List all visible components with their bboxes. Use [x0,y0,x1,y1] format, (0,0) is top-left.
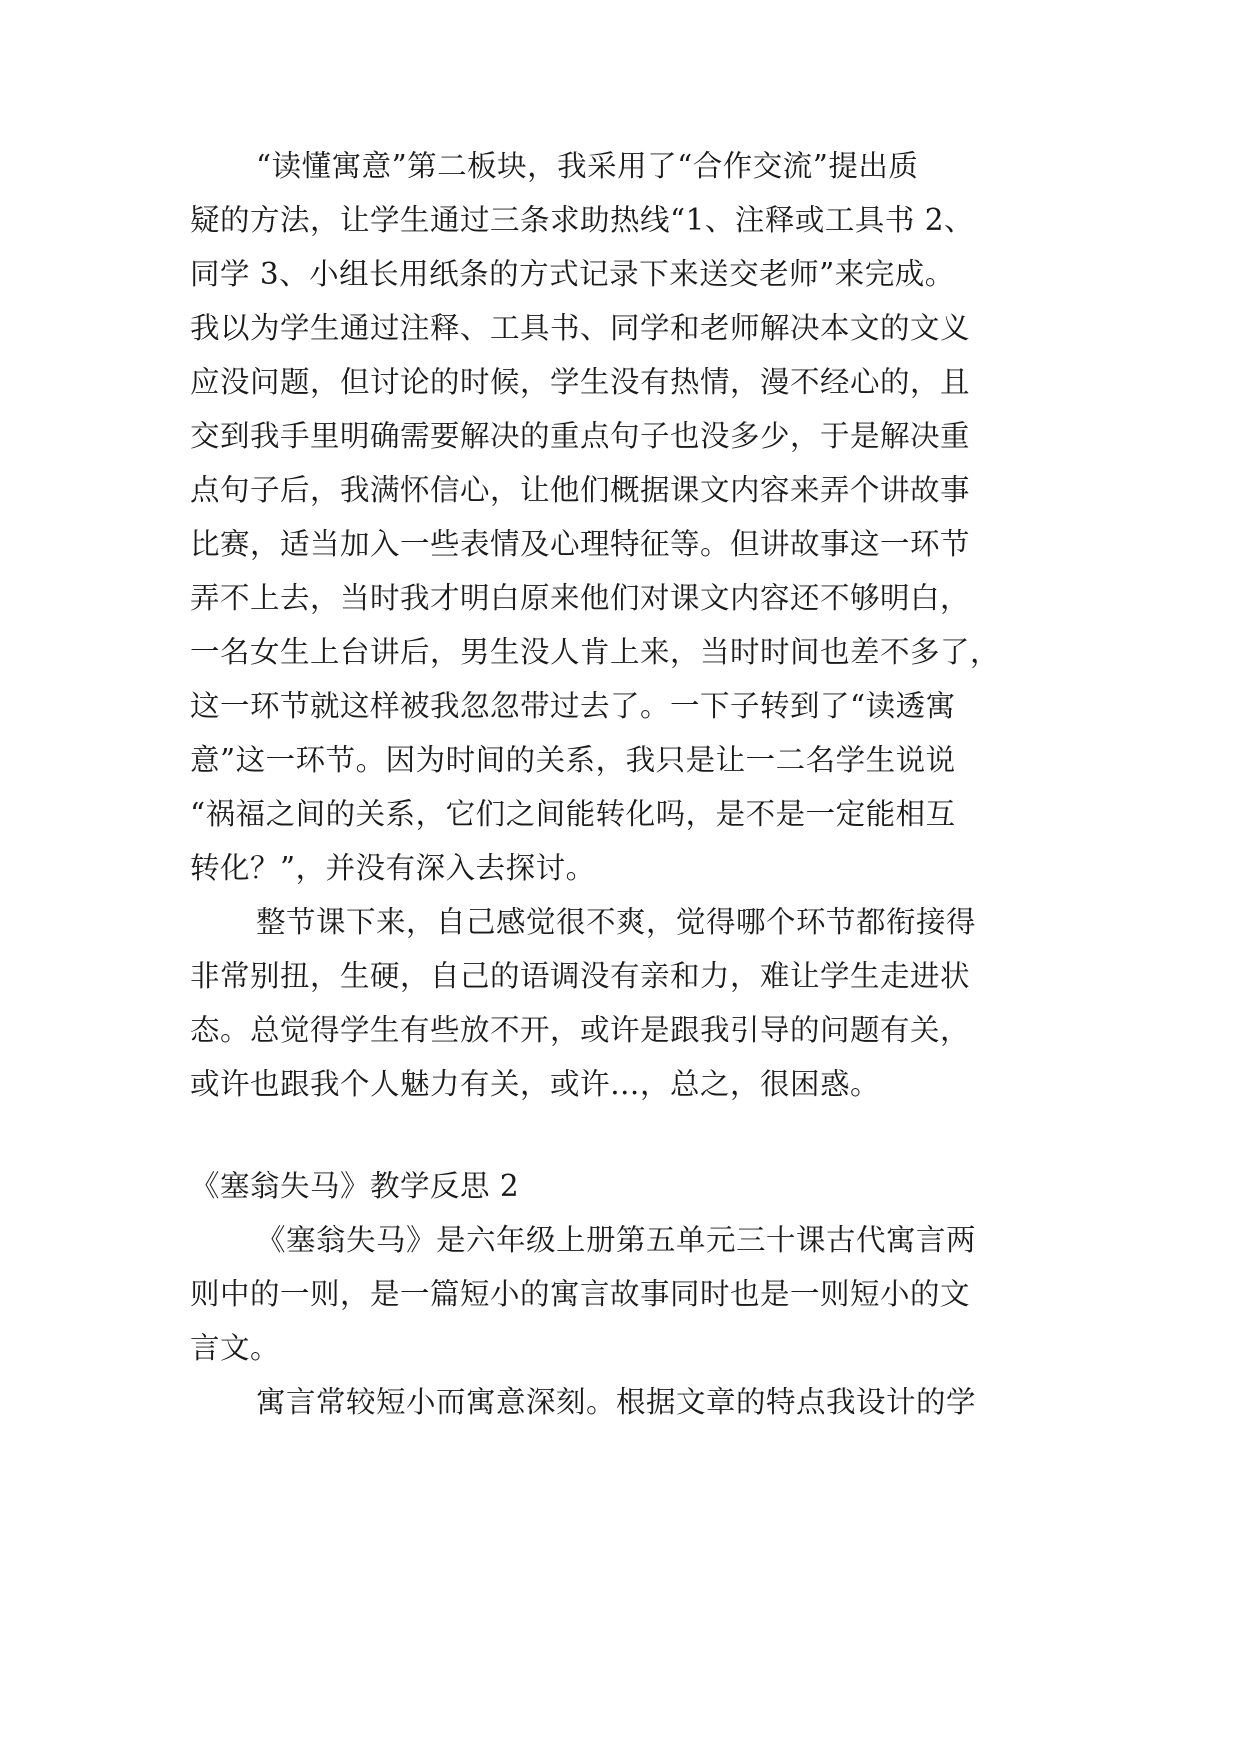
text-line: 交到我手里明确需要解决的重点句子也没多少，于是解决重 [190,419,971,453]
text-line: 同学 3、小组长用纸条的方式记录下来送交老师”来完成。 [190,257,955,291]
text-line: 则中的一则，是一篇短小的寓言故事同时也是一则短小的文 [190,1277,971,1311]
text-line: 这一环节就这样被我忽忽带过去了。一下子转到了“读透寓 [190,689,956,723]
text-line: 非常别扭，生硬，自己的语调没有亲和力，难让学生走进状 [190,959,971,993]
text-line: 疑的方法，让学生通过三条求助热线“1、注释或工具书 2、 [190,203,974,237]
text-line: 弄不上去，当时我才明白原来他们对课文内容还不够明白， [190,581,971,615]
text-line: 态。总觉得学生有些放不开，或许是跟我引导的问题有关， [190,1013,971,1047]
text-line: 应没问题，但讨论的时候，学生没有热情，漫不经心的，且 [190,365,971,399]
text-line: 寓言常较短小而寓意深刻。根据文章的特点我设计的学 [256,1385,977,1419]
text-line: 言文。 [190,1331,281,1365]
text-line: 转化？”，并没有深入去探讨。 [190,851,596,885]
text-line: 《塞翁失马》是六年级上册第五单元三十课古代寓言两 [256,1223,977,1257]
section-title: 《塞翁失马》教学反思 2 [190,1169,520,1203]
text-line: “读懂寓意”第二板块，我采用了“合作交流”提出质 [256,149,919,183]
text-line: “祸福之间的关系，它们之间能转化吗，是不是一定能相互 [190,797,956,831]
text-line: 比赛，适当加入一些表情及心理特征等。但讲故事这一环节 [190,527,971,561]
text-line: 整节课下来，自己感觉很不爽，觉得哪个环节都衔接得 [256,905,977,939]
text-line: 我以为学生通过注释、工具书、同学和老师解决本文的文义 [190,311,971,345]
text-line: 点句子后，我满怀信心，让他们概据课文内容来弄个讲故事 [190,473,971,507]
text-line: 意”这一环节。因为时间的关系，我只是让一二名学生说说 [190,743,956,777]
text-line: 或许也跟我个人魅力有关，或许…，总之，很困惑。 [190,1067,881,1101]
text-line: 一名女生上台讲后，男生没人肯上来，当时时间也差不多了， [190,635,1001,669]
